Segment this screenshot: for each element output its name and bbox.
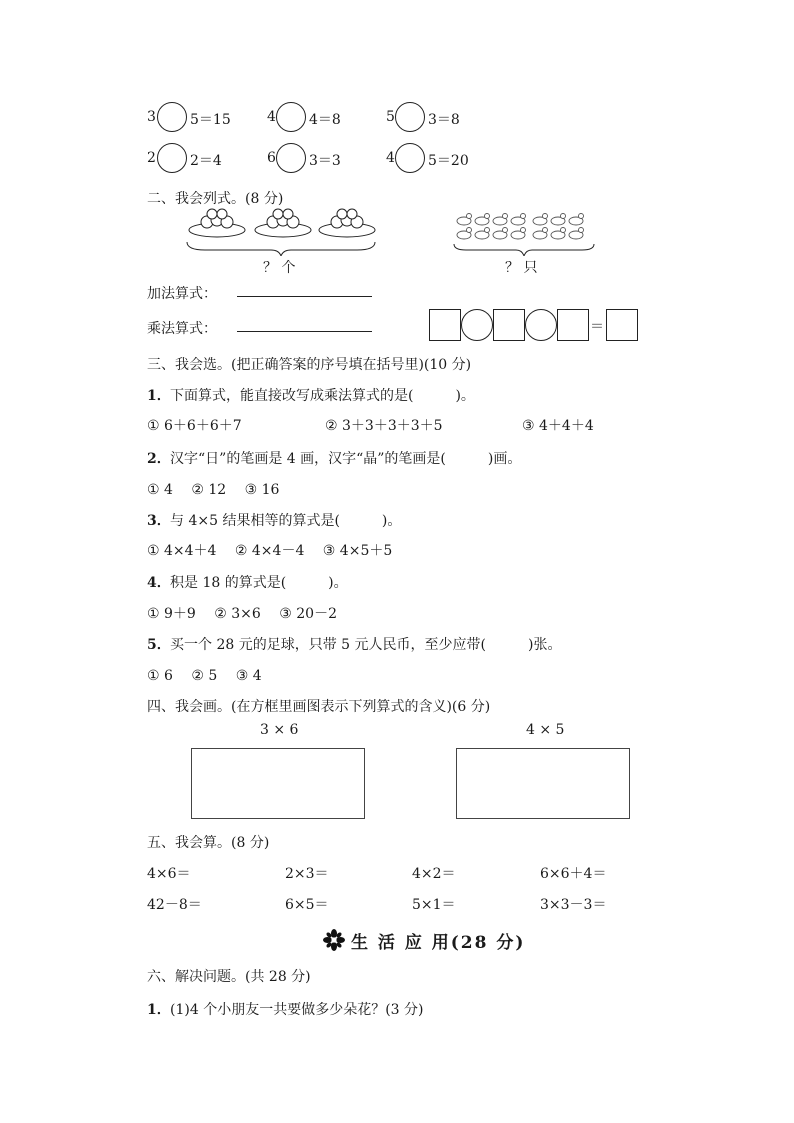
expr-right: 5＝20	[428, 153, 469, 169]
section-2-heading: 二、我会列式。(8 分)	[147, 191, 284, 207]
question-number: 5．	[147, 637, 171, 653]
left-expression: 3 × 6	[260, 722, 299, 738]
answer-circle[interactable]	[276, 143, 306, 173]
calc-item: 4×2＝	[412, 866, 456, 882]
brace	[187, 242, 375, 256]
expr-left: 4	[267, 109, 276, 125]
mult-answer-line[interactable]	[237, 331, 372, 332]
duck-group	[457, 214, 584, 240]
right-expression: 4 × 5	[526, 722, 565, 738]
section-3-heading: 三、我会选。(把正确答案的序号填在括号里)(10 分)	[147, 357, 472, 373]
question-number: 4．	[147, 575, 171, 591]
options[interactable]: ① 6 ② 5 ③ 4	[147, 668, 262, 684]
expr-right: 3＝3	[309, 153, 341, 169]
left-drawing-box[interactable]	[191, 748, 365, 819]
question-text: 与 4×5 结果相等的算式是( )。	[170, 513, 402, 529]
ducks-illustration	[452, 210, 596, 256]
plate-2	[255, 209, 311, 237]
option-3[interactable]: ③ 4＋4＋4	[522, 418, 594, 434]
operator-circle[interactable]	[525, 309, 557, 341]
question-number: 3．	[147, 513, 171, 529]
expr-left: 3	[147, 109, 156, 125]
option-1[interactable]: ① 6＋6＋6＋7	[147, 418, 242, 434]
question-text: (1)4 个小朋友一共要做多少朵花？(3 分)	[170, 1002, 424, 1018]
plate-1	[189, 209, 245, 237]
section-4-heading: 四、我会画。(在方框里画图表示下列算式的含义)(6 分)	[147, 699, 491, 715]
number-box[interactable]	[557, 309, 589, 341]
answer-circle[interactable]	[157, 143, 187, 173]
question-text: 汉字“日”的笔画是 4 画，汉字“晶”的笔画是( )画。	[170, 451, 522, 467]
expr-left: 5	[386, 109, 395, 125]
operator-circle[interactable]	[461, 309, 493, 341]
answer-circle[interactable]	[157, 102, 187, 132]
calc-item: 4×6＝	[147, 866, 191, 882]
question-text: 下面算式，能直接改写成乘法算式的是( )。	[170, 388, 475, 404]
number-box[interactable]	[493, 309, 525, 341]
options[interactable]: ① 9＋9 ② 3×6 ③ 20－2	[147, 606, 337, 622]
section-5-heading: 五、我会算。(8 分)	[147, 835, 270, 851]
question-number: 1．	[147, 1002, 171, 1018]
section-6-heading: 六、解决问题。(共 28 分)	[147, 969, 311, 985]
peach-plates-illustration	[185, 208, 377, 256]
left-caption: ？ 个	[263, 260, 296, 276]
expr-right: 2＝4	[190, 153, 222, 169]
expr-right: 3＝8	[428, 112, 460, 128]
calc-item: 6×6＋4＝	[540, 866, 607, 882]
question-text: 积是 18 的算式是( )。	[170, 575, 348, 591]
mult-label: 乘法算式：	[147, 321, 217, 337]
right-caption: ？ 只	[505, 260, 538, 276]
plate-3	[319, 209, 375, 237]
expr-left: 4	[386, 150, 395, 166]
add-answer-line[interactable]	[237, 296, 372, 297]
question-number: 1．	[147, 388, 171, 404]
option-2[interactable]: ② 3＋3＋3＋3＋5	[325, 418, 443, 434]
expr-right: 4＝8	[309, 112, 341, 128]
answer-circle[interactable]	[395, 143, 425, 173]
calc-item: 6×5＝	[285, 897, 329, 913]
equals-sign: ＝	[590, 319, 604, 335]
options[interactable]: ① 4×4＋4 ② 4×4－4 ③ 4×5＋5	[147, 543, 393, 559]
expr-left: 6	[267, 150, 276, 166]
expr-right: 5＝15	[190, 112, 231, 128]
brace	[454, 244, 594, 256]
expr-left: 2	[147, 150, 156, 166]
number-box[interactable]	[429, 309, 461, 341]
flower-icon	[323, 929, 345, 951]
right-drawing-box[interactable]	[456, 748, 630, 819]
result-box[interactable]	[606, 309, 638, 341]
answer-circle[interactable]	[276, 102, 306, 132]
options[interactable]: ① 4 ② 12 ③ 16	[147, 482, 280, 498]
calc-item: 2×3＝	[285, 866, 329, 882]
life-application-title: 生 活 应 用(28 分)	[351, 933, 526, 953]
calc-item: 42－8＝	[147, 897, 202, 913]
question-text: 买一个 28 元的足球，只带 5 元人民币，至少应带( )张。	[170, 637, 562, 653]
calc-item: 5×1＝	[412, 897, 456, 913]
add-label: 加法算式：	[147, 286, 217, 302]
answer-circle[interactable]	[395, 102, 425, 132]
calc-item: 3×3－3＝	[540, 897, 607, 913]
question-number: 2．	[147, 451, 171, 467]
